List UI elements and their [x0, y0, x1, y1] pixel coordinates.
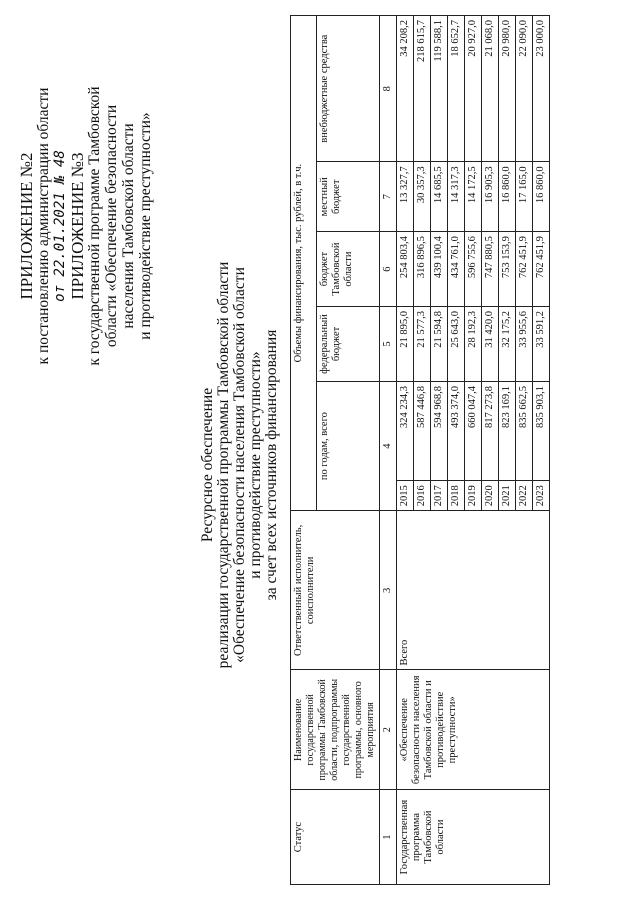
extra-cell: 21 068,0: [482, 16, 499, 162]
extra-cell: 20 927,0: [465, 16, 482, 162]
table-body: [397, 16, 550, 885]
total-cell: 324 234,3: [397, 381, 414, 480]
extra-cell: 23 000,0: [533, 16, 550, 162]
col-number: 7: [380, 162, 397, 232]
col-number: 1: [380, 790, 397, 885]
appendix-3-heading: ПРИЛОЖЕНИЕ №3: [68, 152, 87, 300]
regional-cell: 753 153,9: [499, 232, 516, 307]
extra-cell: 20 980,0: [499, 16, 516, 162]
year-cell: 2017: [431, 481, 448, 511]
program-name-cell: «Обеспечение безопасности населения Тамбовской области и противодействие преступности»: [397, 670, 550, 790]
total-cell: 835 903,1: [533, 381, 550, 480]
local-cell: 30 357,3: [414, 162, 431, 232]
year-cell: 2022: [516, 481, 533, 511]
appendix-2-heading: ПРИЛОЖЕНИЕ №2: [17, 152, 36, 300]
local-cell: 17 165,0: [516, 162, 533, 232]
regional-cell: 316 896,5: [414, 232, 431, 307]
year-cell: 2019: [465, 481, 482, 511]
col-number: 4: [380, 381, 397, 510]
title-line-1: Ресурсное обеспечение: [199, 387, 216, 543]
extra-cell: 218 615,7: [414, 16, 431, 162]
title-line-2: реализации государственной программы Тамбовской области: [215, 261, 232, 669]
federal-cell: 28 192,3: [465, 307, 482, 382]
local-cell: 16 905,3: [482, 162, 499, 232]
extra-cell: 34 208,2: [397, 16, 414, 162]
header-volumes: Объемы финансирования, тыс. рублей, в т.ч.: [291, 16, 317, 511]
col-number: 2: [380, 670, 397, 790]
document-title: [200, 205, 280, 725]
title-line-4: и противодействие преступности»: [247, 351, 264, 579]
federal-cell: 31 420,0: [482, 307, 499, 382]
regional-cell: 434 761,0: [448, 232, 465, 307]
federal-cell: 21 594,8: [431, 307, 448, 382]
regional-cell: 596 755,6: [465, 232, 482, 307]
regional-cell: 762 451,9: [516, 232, 533, 307]
total-cell: 817 273,8: [482, 381, 499, 480]
local-cell: 13 327,7: [397, 162, 414, 232]
header-status: Статус: [291, 790, 380, 885]
federal-cell: 21 895,0: [397, 307, 414, 382]
header-executor: Ответственный исполнитель, соисполнители: [291, 511, 380, 670]
regional-cell: 439 100,4: [431, 232, 448, 307]
col-number: 6: [380, 232, 397, 307]
extra-cell: 22 090,0: [516, 16, 533, 162]
total-cell: 660 047,4: [465, 381, 482, 480]
year-cell: 2015: [397, 481, 414, 511]
year-cell: 2021: [499, 481, 516, 511]
federal-cell: 33 955,6: [516, 307, 533, 382]
header-total: по годам, всего: [317, 381, 380, 510]
federal-cell: 25 643,0: [448, 307, 465, 382]
appendix-resolution-ref: к постановлению администрации области: [35, 87, 52, 365]
local-cell: 14 685,5: [431, 162, 448, 232]
total-cell: 835 662,5: [516, 381, 533, 480]
extra-cell: 18 652,7: [448, 16, 465, 162]
table-row: [397, 16, 414, 885]
header-extra: внебюджетные средства: [317, 16, 380, 162]
year-cell: 2020: [482, 481, 499, 511]
total-cell: 823 169,1: [499, 381, 516, 480]
appendix-program-ref-1: к государственной программе Тамбовской: [86, 86, 103, 366]
title-line-3: «Обеспечение безопасности населения Тамбовской области: [231, 267, 248, 663]
extra-cell: 119 588,1: [431, 16, 448, 162]
local-cell: 16 860,0: [499, 162, 516, 232]
regional-cell: 747 880,5: [482, 232, 499, 307]
appendix-program-ref-3: населения Тамбовской области: [120, 123, 137, 329]
appendix-program-ref-4: и противодействие преступности»: [137, 112, 154, 340]
regional-cell: 254 803,4: [397, 232, 414, 307]
col-number: 8: [380, 16, 397, 162]
federal-cell: 32 175,2: [499, 307, 516, 382]
total-cell: 587 446,8: [414, 381, 431, 480]
header-regional: бюджет Тамбовской области: [317, 232, 380, 307]
executor-cell: Всего: [397, 511, 550, 670]
appendix-block: [18, 26, 154, 426]
title-line-5: за счет всех источников финансирования: [263, 329, 280, 601]
col-number: 3: [380, 511, 397, 670]
column-number-row: [380, 16, 397, 885]
header-local: местный бюджет: [317, 162, 380, 232]
year-cell: 2016: [414, 481, 431, 511]
federal-cell: 21 577,3: [414, 307, 431, 382]
total-cell: 493 374,0: [448, 381, 465, 480]
regional-cell: 762 451,9: [533, 232, 550, 307]
appendix-program-ref-2: области «Обеспечение безопасности: [103, 104, 120, 348]
year-cell: 2018: [448, 481, 465, 511]
year-cell: 2023: [533, 481, 550, 511]
financing-table: [290, 15, 550, 885]
local-cell: 14 172,5: [465, 162, 482, 232]
col-number: 5: [380, 307, 397, 382]
local-cell: 16 860,0: [533, 162, 550, 232]
header-federal: федеральный бюджет: [317, 307, 380, 382]
appendix-date-number: от 22.01.2021 № 48: [52, 150, 68, 302]
federal-cell: 33 591,2: [533, 307, 550, 382]
header-name: Наименование государственной программы Тамбовской области, подпрограммы государственной программы, основного мероприятия: [291, 670, 380, 790]
table-header-row: [291, 16, 317, 885]
local-cell: 14 317,3: [448, 162, 465, 232]
status-cell: Государственная программа Тамбовской области: [397, 790, 550, 885]
total-cell: 594 968,8: [431, 381, 448, 480]
